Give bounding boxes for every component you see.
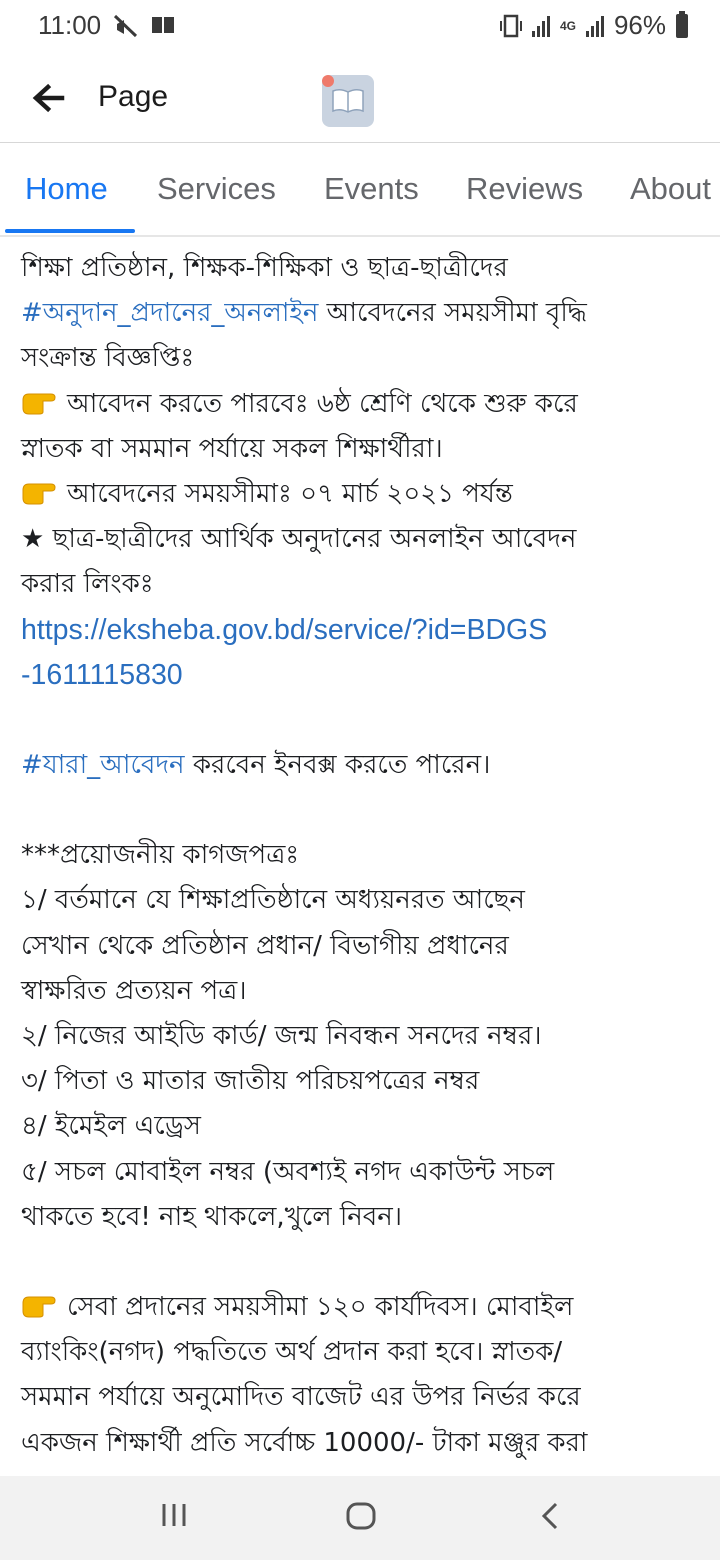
status-bar (0, 0, 720, 52)
hashtag-link[interactable]: #যারা_আবেদন (21, 750, 185, 781)
post-line: স্নাতক বা সমমান পর্যায়ে সকল শিক্ষার্থীরা। (21, 433, 443, 464)
service-link[interactable] (21, 608, 711, 698)
tab-services[interactable]: Services (157, 171, 276, 206)
notification-icons (112, 12, 176, 40)
post-line: ২/ নিজের আইডি কার্ড/ জন্ম নিবন্ধন সনদের নম্বর। (21, 1021, 542, 1052)
service-link-part-2[interactable]: -1611115830 (21, 658, 183, 691)
post-line: ৩/ পিতা ও মাতার জাতীয় পরিচয়পত্রের নম্বর (21, 1066, 480, 1097)
tab-about[interactable]: About (630, 171, 712, 206)
blank-line (21, 698, 711, 743)
post-line: ★ ছাত্র-ছাত্রীদের আর্থিক অনুদানের অনলাইন আবেদন (21, 524, 577, 555)
home-circle-icon[interactable] (345, 1500, 377, 1532)
active-tab-indicator (5, 229, 135, 233)
mute-icon (112, 12, 140, 40)
post-text-span: আবেদনের সময়সীমাঃ ০৭ মার্চ ২০২১ পর্যন্ত (67, 479, 513, 510)
vibrate-icon (500, 13, 522, 39)
post-line: ব্যাংকিং(নগদ) পদ্ধতিতে অর্থ প্রদান করা হবে। স্নাতক/ (21, 1337, 563, 1368)
page-avatar[interactable] (322, 75, 374, 127)
tab-home[interactable]: Home (25, 171, 108, 206)
pointing-hand-icon (21, 478, 61, 506)
post-line: ***প্রয়োজনীয় কাগজপত্রঃ (21, 840, 300, 871)
post-line: ৫/ সচল মোবাইল নম্বর (অবশ্যই নগদ একাউন্ট সচল (21, 1156, 555, 1187)
post-line: সংক্রান্ত বিজ্ঞপ্তিঃ (21, 343, 195, 374)
post-text-span: আবেদন করতে পারবেঃ ৬ষ্ঠ শ্রেণি থেকে শুরু করে (67, 388, 578, 419)
signal-icon (532, 15, 550, 37)
post-line: করার লিংকঃ (21, 569, 154, 600)
app-bar (0, 52, 720, 143)
notification-dot (322, 75, 334, 87)
post-line: ১/ বর্তমানে যে শিক্ষাপ্রতিষ্ঠানে অধ্যয়নরত আছেন (21, 885, 525, 916)
network-label: 4G (559, 18, 576, 33)
post-line: সমমান পর্যায়ে অনুমোদিত বাজেট এর উপর নির্ভর করে (21, 1382, 581, 1413)
page-title: Page (98, 80, 169, 113)
post-text-span: আবেদনের সময়সীমা বৃদ্ধি (318, 298, 587, 329)
post-text-span: করবেন ইনবক্স করতে পারেন। (184, 750, 491, 781)
post-line: স্বাক্ষরিত প্রত্যয়ন পত্র। (21, 975, 247, 1006)
battery-percent: 96% (613, 10, 666, 40)
post-line: শিক্ষা প্রতিষ্ঠান, শিক্ষক-শিক্ষিকা ও ছাত্র-ছাত্রীদের (21, 253, 508, 283)
pointing-hand-icon (21, 1291, 61, 1319)
post-text-span: সেবা প্রদানের সময়সীমা ১২০ কার্যদিবস। মোবাইল (67, 1292, 574, 1323)
blank-line (21, 788, 711, 833)
tab-events[interactable]: Events (324, 171, 419, 206)
pointing-hand-icon (21, 388, 61, 416)
post-line: ৪/ ইমেইল এড্রেস (21, 1111, 201, 1142)
recents-icon[interactable] (160, 1500, 190, 1530)
post-line (21, 382, 711, 427)
open-book-icon (331, 88, 365, 114)
post-line: সেখান থেকে প্রতিষ্ঠান প্রধান/ বিভাগীয় প্রধানের (21, 930, 509, 961)
arrow-left-icon[interactable] (30, 80, 66, 116)
post-line (21, 291, 711, 336)
post-line: একজন শিক্ষার্থী প্রতি সর্বোচ্চ 10000/- টাকা মঞ্জুর করা (21, 1427, 588, 1458)
tab-reviews[interactable]: Reviews (466, 171, 584, 206)
signal-icon-2 (586, 15, 604, 37)
status-right (500, 10, 688, 41)
battery-icon (676, 14, 688, 38)
post-text (21, 246, 711, 1511)
post-line: থাকতে হবে! নাহ থাকলে,খুলে নিবন। (21, 1201, 403, 1232)
blank-line (21, 1240, 711, 1285)
hashtag-link[interactable]: #অনুদান_প্রদানের_অনলাইন (21, 298, 319, 329)
chevron-left-icon[interactable] (538, 1500, 562, 1532)
service-link-part-1[interactable]: https://eksheba.gov.bd/service/?id=BDGS (21, 613, 548, 646)
page-tabs (0, 143, 720, 237)
post-line (21, 472, 711, 517)
book-icon (150, 12, 176, 38)
post-line (21, 743, 711, 788)
status-time: 11:00 (38, 10, 102, 40)
post-line (21, 1285, 711, 1330)
system-nav-bar (0, 1476, 720, 1560)
